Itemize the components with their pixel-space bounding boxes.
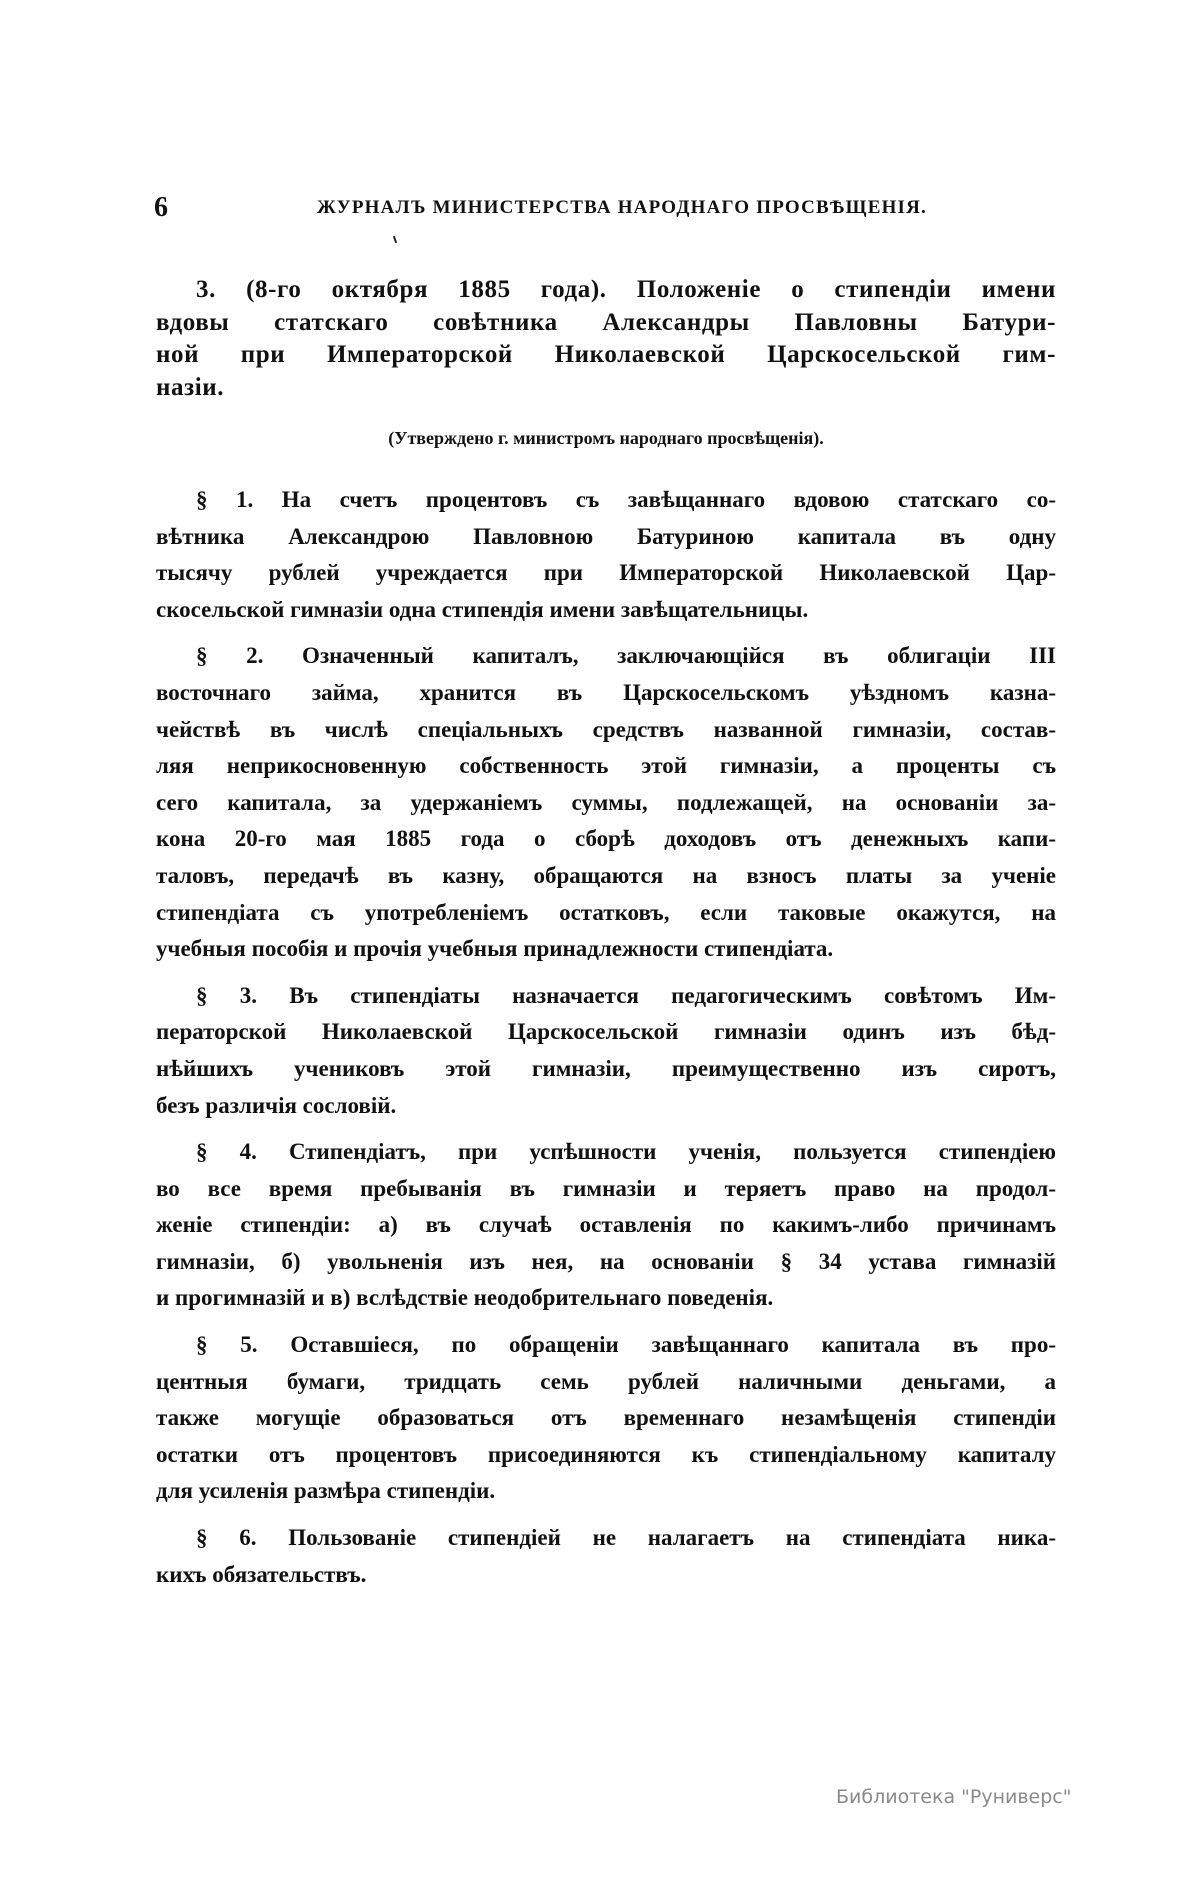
text-line: для усиленія размѣра стипендіи.: [156, 1478, 496, 1504]
text-line: § 3. Въ стипендіаты назначается педагогическимъ совѣтомъ Им-: [196, 982, 1056, 1008]
text-line: вдовы статскаго совѣтника Александры Павловны Батури-: [156, 308, 1056, 336]
text-line: сего капитала, за удержаніемъ суммы, подлежащей, на основаніи за-: [156, 789, 1056, 815]
text-line: безъ различія сословій.: [156, 1092, 397, 1118]
text-line: ператорской Николаевской Царскосельской гимназіи одинъ изъ бѣд-: [156, 1019, 1056, 1045]
document-title: [156, 274, 1056, 404]
text-line: нѣйшихъ учениковъ этой гимназіи, преимущественно изъ сиротъ,: [156, 1055, 1056, 1081]
text-line: таловъ, передачѣ въ казну, обращаются на взносъ платы за ученіе: [156, 862, 1056, 888]
running-head: ЖУРНАЛЪ МИНИСТЕРСТВА НАРОДНАГО ПРОСВѢЩЕНІЯ.: [316, 197, 928, 218]
approval-note: (Утверждено г. министромъ народнаго просвѣщенія).: [388, 428, 824, 448]
text-line: тысячу рублей учреждается при Императорской Николаевской Цар-: [156, 560, 1056, 586]
paragraph-2: [156, 638, 1056, 967]
text-line: гимназіи, б) увольненія изъ нея, на основаніи § 34 устава гимназій: [156, 1248, 1056, 1274]
text-line: восточнаго займа, хранится въ Царскосельскомъ уѣздномъ казна-: [156, 679, 1056, 705]
text-line: и прогимназій и в) вслѣдствіе неодобрительнаго поведенія.: [156, 1285, 774, 1311]
text-line: стипендіата съ употребленіемъ остатковъ, если таковые окажутся, на: [156, 899, 1056, 925]
library-watermark: Библиотека "Руниверс": [836, 1786, 1072, 1808]
text-line: назіи.: [156, 373, 225, 401]
paragraph-3: [156, 978, 1056, 1124]
text-line: § 4. Стипендіатъ, при успѣшности ученія, пользуется стипендіею: [196, 1139, 1056, 1165]
text-line: § 5. Оставшіеся, по обращеніи завѣщаннаго капитала въ про-: [196, 1332, 1056, 1358]
text-line: § 2. Означенный капиталъ, заключающійся въ облигаціи III: [196, 643, 1056, 669]
document-body: [156, 482, 1056, 1603]
text-line: скосельской гимназіи одна стипендія имени завѣщательницы.: [156, 596, 809, 622]
text-line: также могущіе образоваться отъ временнаго незамѣщенія стипендіи: [156, 1405, 1056, 1431]
text-line: во все время пребыванія въ гимназіи и теряетъ право на продол-: [156, 1175, 1056, 1201]
paragraph-6: [156, 1520, 1056, 1593]
page-number: 6: [154, 192, 168, 223]
text-line: ляя неприкосновенную собственность этой гимназіи, а проценты съ: [156, 753, 1056, 779]
paragraph-5: [156, 1327, 1056, 1510]
paragraph-4: [156, 1134, 1056, 1317]
text-line: учебныя пособія и прочія учебныя принадлежности стипендіата.: [156, 936, 834, 962]
stray-ink-mark: [393, 236, 397, 243]
text-line: остатки отъ процентовъ присоединяются къ стипендіальному капиталу: [156, 1441, 1056, 1467]
text-line: кона 20-го мая 1885 года о сборѣ доходовъ отъ денежныхъ капи-: [156, 826, 1056, 852]
text-line: § 1. На счетъ процентовъ съ завѣщаннаго вдовою статскаго со-: [196, 487, 1056, 512]
text-line: ной при Императорской Николаевской Царскосельской гим-: [156, 341, 1056, 368]
text-line: кихъ обязательствъ.: [156, 1561, 367, 1587]
text-line: женіе стипендіи: а) въ случаѣ оставленія по какимъ-либо причинамъ: [156, 1212, 1056, 1238]
text-line: центныя бумаги, тридцать семь рублей наличными деньгами, а: [156, 1368, 1056, 1394]
text-line: 3. (8-го октября 1885 года). Положеніе о стипендіи имени: [196, 276, 1056, 303]
text-line: вѣтника Александрою Павловною Батуриною капитала въ одну: [156, 523, 1056, 549]
text-line: чействѣ въ числѣ спеціальныхъ средствъ названной гимназіи, состав-: [156, 716, 1056, 742]
paragraph-1: [156, 482, 1056, 628]
text-line: § 6. Пользованіе стипендіей не налагаетъ на стипендіата ника-: [196, 1525, 1056, 1551]
